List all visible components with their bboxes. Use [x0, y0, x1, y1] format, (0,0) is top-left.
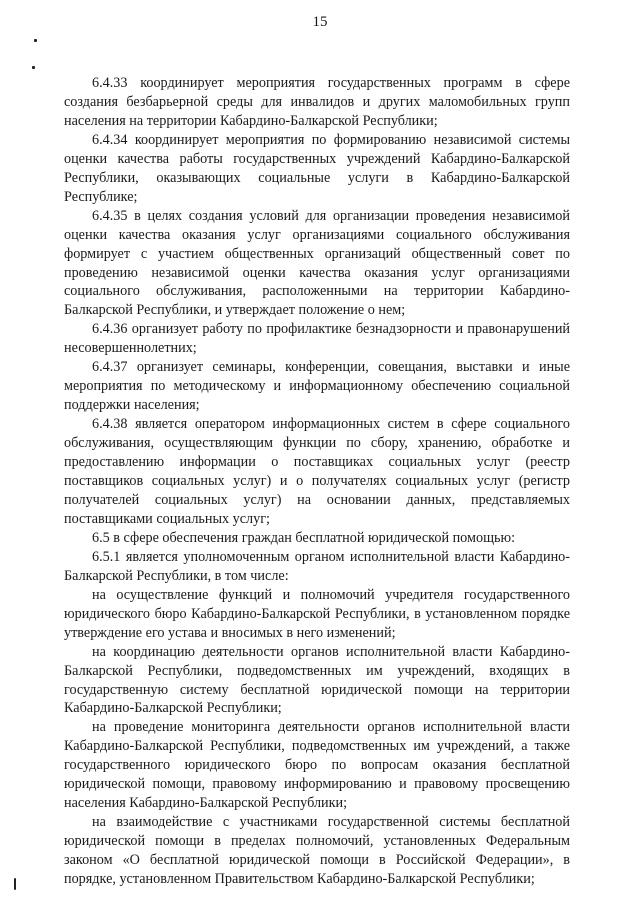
paragraph-interaction: на взаимодействие с участниками государственной системы бесплатной юридической помощи в пределах полномочий, установленных Федеральным законом «О бесплатной юридической помощи в Российской Федерации», в порядке, установленном Правительством Кабардино-Балкарской Республики;: [64, 814, 570, 888]
paragraph-6-4-38: 6.4.38 является оператором информационных систем в сфере социального обслуживания, осуществляющим функции по сбору, хранению, обработке и предоставлению информации о поставщиках социальных услуг (реестр поставщиков социальных услуг) и о получателях социальных услуг (регистр получателей социальных услуг) на основании данных, представляемых поставщиками социальных услуг;: [64, 416, 570, 527]
scan-mark-left: [32, 66, 35, 69]
paragraph-monitoring: на проведение мониторинга деятельности органов исполнительной власти Кабардино-Балкарской Республики, подведомственных им учреждений, а также государственного юридического бюро по вопросам оказания бесплатной юридической помощи, правовому информированию и правовому просвещению населения Кабардино-Балкарской Республики;: [64, 719, 570, 812]
paragraph-founder-functions: на осуществление функций и полномочий учредителя государственного юридического бюро Кабардино-Балкарской Республики, в установленном порядке утверждение его устава и вносимых в него изменений;: [64, 586, 570, 641]
paragraph-6-4-36: 6.4.36 организует работу по профилактике безнадзорности и правонарушений несовершеннолетних;: [64, 321, 570, 357]
paragraph-6-4-34: 6.4.34 координирует мероприятия по формированию независимой системы оценки качества работы государственных учреждений Кабардино-Балкарской Республики, оказывающих социальные услуги в Кабардино-Балкарской Республике;: [64, 131, 570, 205]
scan-mark-bottom: [14, 878, 16, 890]
paragraph-6-5: 6.5 в сфере обеспечения граждан бесплатной юридической помощью:: [92, 529, 516, 546]
page-number: 15: [312, 14, 328, 30]
document-body: [64, 74, 570, 889]
paragraph-6-4-37: 6.4.37 организует семинары, конференции, совещания, выставки и иные мероприятия по методическому и информационному обеспечению социальной поддержки населения;: [64, 359, 570, 414]
paragraph-coordination: на координацию деятельности органов исполнительной власти Кабардино-Балкарской Республики, подведомственных им учреждений, входящих в государственную систему бесплатной юридической помощи на территории Кабардино-Балкарской Республики;: [64, 643, 570, 717]
paragraph-6-4-35: 6.4.35 в целях создания условий для организации проведения независимой оценки качества оказания услуг организациями социального обслуживания формирует с участием общественных организаций общественный совет по проведению независимой оценки качества оказания услуг организациями социального обслуживания, расположенными на территории Кабардино-Балкарской Республики, и утверждает положение о нем;: [64, 207, 570, 319]
scan-mark-top: [34, 39, 37, 42]
paragraph-6-5-1: 6.5.1 является уполномоченным органом исполнительной власти Кабардино-Балкарской Республики, в том числе:: [64, 548, 570, 584]
paragraph-6-4-33: 6.4.33 координирует мероприятия государственных программ в сфере создания безбарьерной среды для инвалидов и других маломобильных групп населения на территории Кабардино-Балкарской Республики;: [64, 75, 570, 129]
